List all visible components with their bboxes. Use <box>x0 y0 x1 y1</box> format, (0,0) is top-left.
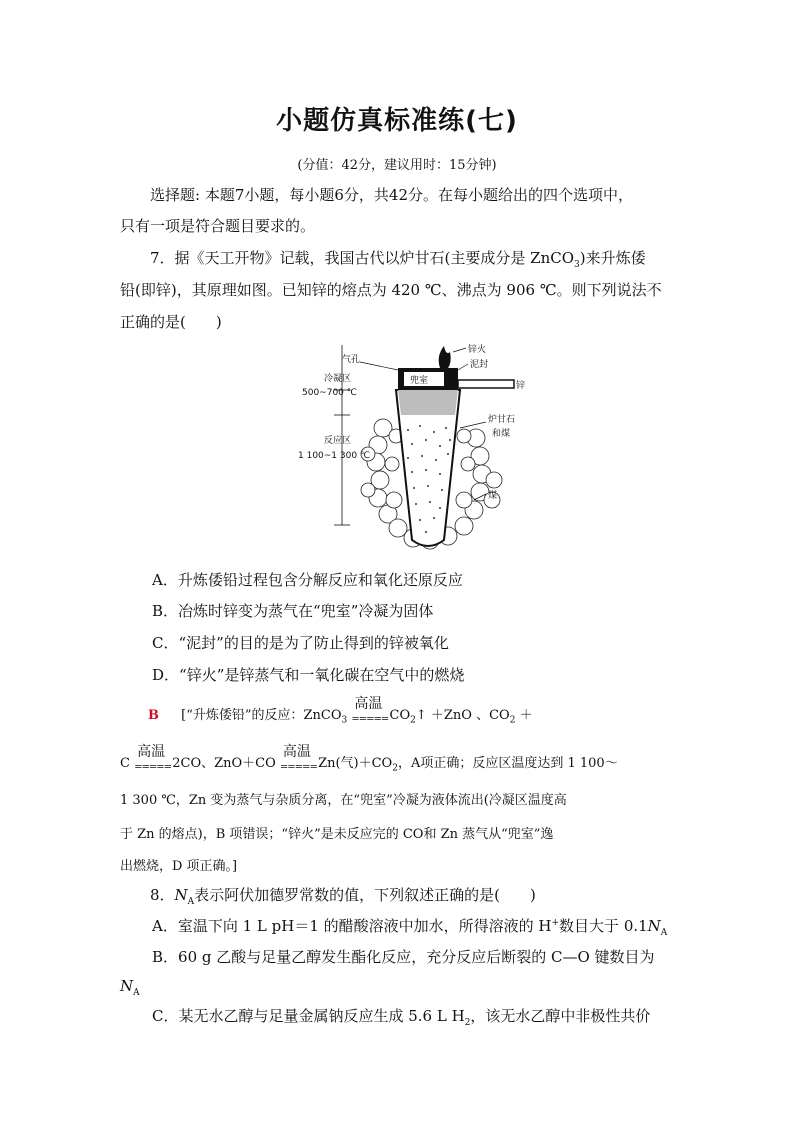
q7-stem-sub: 3 <box>574 260 580 270</box>
q7-stem-line-3: 正确的是( ) <box>120 313 222 331</box>
pot-room-label: 兜室 <box>410 376 429 386</box>
q7-option-d[interactable]: D．“锌火”是锌蒸气和一氧化碳在空气中的燃烧 <box>152 666 465 684</box>
condense-temp-label: 500~700 ℃ <box>302 388 357 398</box>
condition-high-temp-1: 高温 ===== <box>351 695 389 725</box>
zinc-fire-label: 锌火 <box>468 345 487 355</box>
condition-high-temp-2: 高温 ===== <box>134 743 171 773</box>
q7-answer-line-1: B [“升炼倭铅”的反应：ZnCO$_3$ 高温 ===== $CO_2↑ +ZnO$ 、$CO_2$ ＋ <box>148 695 533 726</box>
condition-high-temp-3: 高温 ===== <box>279 743 317 773</box>
intro-line-1: 选择题: 本题7小题，每小题6分，共42分。在每小题给出的四个选项中， <box>150 186 633 204</box>
outlet-pipe <box>458 380 514 388</box>
q7-answer-letter: B <box>148 708 159 723</box>
ore-label-a: 炉甘石 <box>488 415 516 425</box>
mud-seal-label: 泥封 <box>470 360 489 370</box>
q7-option-b[interactable]: B．冶炼时锌变为蒸气在“兜室”冷凝为固体 <box>152 602 434 620</box>
answer-text-1a: [“升炼倭铅”的反应：ZnCO <box>181 708 342 723</box>
coal-label: 煤 <box>488 491 498 501</box>
gas-hole-label: 气孔 <box>342 355 361 365</box>
q8-stem: 8．$N_A$表示阿伏加德罗常数的值，下列叙述正确的是( ) <box>150 886 536 907</box>
q7-answer-line-3: 1 300 ℃，Zn 变为蒸气与杂质分离，在“兜室”冷凝为液体流出(冷凝区温度高 <box>120 793 567 808</box>
q8-option-b[interactable]: B．60 g 乙酸与足量乙醇发生酯化反应，充分反应后断裂的 C—O 键数目为 <box>152 948 655 966</box>
q8-option-b-cont: $N_A$ <box>120 977 140 998</box>
q8-option-c[interactable]: C．某无水乙醇与足量金属钠反应生成 5.6 L $H_2$，该无水乙醇中非极性共价 <box>152 1007 651 1028</box>
intro-line-2: 只有一项是符合题目要求的。 <box>120 217 316 235</box>
zinc-smelting-diagram <box>298 340 528 555</box>
q7-stem-line-2: 铅(即锌)，其原理如图。已知锌的熔点为 420 ℃、沸点为 906 ℃。则下列说法不 <box>120 281 662 299</box>
page-subtitle: (分值：42分，建议用时：15分钟) <box>297 158 497 173</box>
ore-label-b: 和煤 <box>492 429 511 439</box>
condense-zone-label: 冷凝区 <box>324 374 352 384</box>
q7-stem-line-1 <box>120 247 676 270</box>
reaction-zone-label: 反应区 <box>324 436 352 446</box>
reaction-temp-label: 1 100~1 300 ℃ <box>298 451 371 461</box>
q7-answer-line-2: C 高温 ===== 2CO、ZnO＋CO 高温 ===== Zn(气)$+CO_2$，A项正确；反应区温度达到 1 100～ <box>120 743 618 774</box>
q7-answer-line-5: 出燃烧，D 项正确。] <box>120 859 238 874</box>
q7-option-a[interactable]: A．升炼倭铅过程包含分解反应和氧化还原反应 <box>152 571 463 589</box>
zinc-flame-icon <box>439 346 451 368</box>
condense-zone <box>398 390 458 415</box>
zinc-label: 锌 <box>516 381 526 391</box>
q8-option-a[interactable]: A．室温下向 1 L pH＝1 的醋酸溶液中加水，所得溶液的 H+数目大于 $0.1N_A$ <box>152 917 668 938</box>
q7-stem-text-a: 7．据《天工开物》记载，我国古代以炉甘石(主要成分是 ZnCO <box>150 249 575 267</box>
q7-answer-line-4: 于 Zn 的熔点)，B 项错误；“锌火”是未反应完的 CO和 Zn 蒸气从“兜室”逸 <box>120 827 554 842</box>
page-title: 小题仿真标准练(七) <box>276 106 518 136</box>
q7-stem-text-b: )来升炼倭 <box>579 249 646 267</box>
q7-option-c[interactable]: C．“泥封”的目的是为了防止得到的锌被氧化 <box>152 634 449 652</box>
